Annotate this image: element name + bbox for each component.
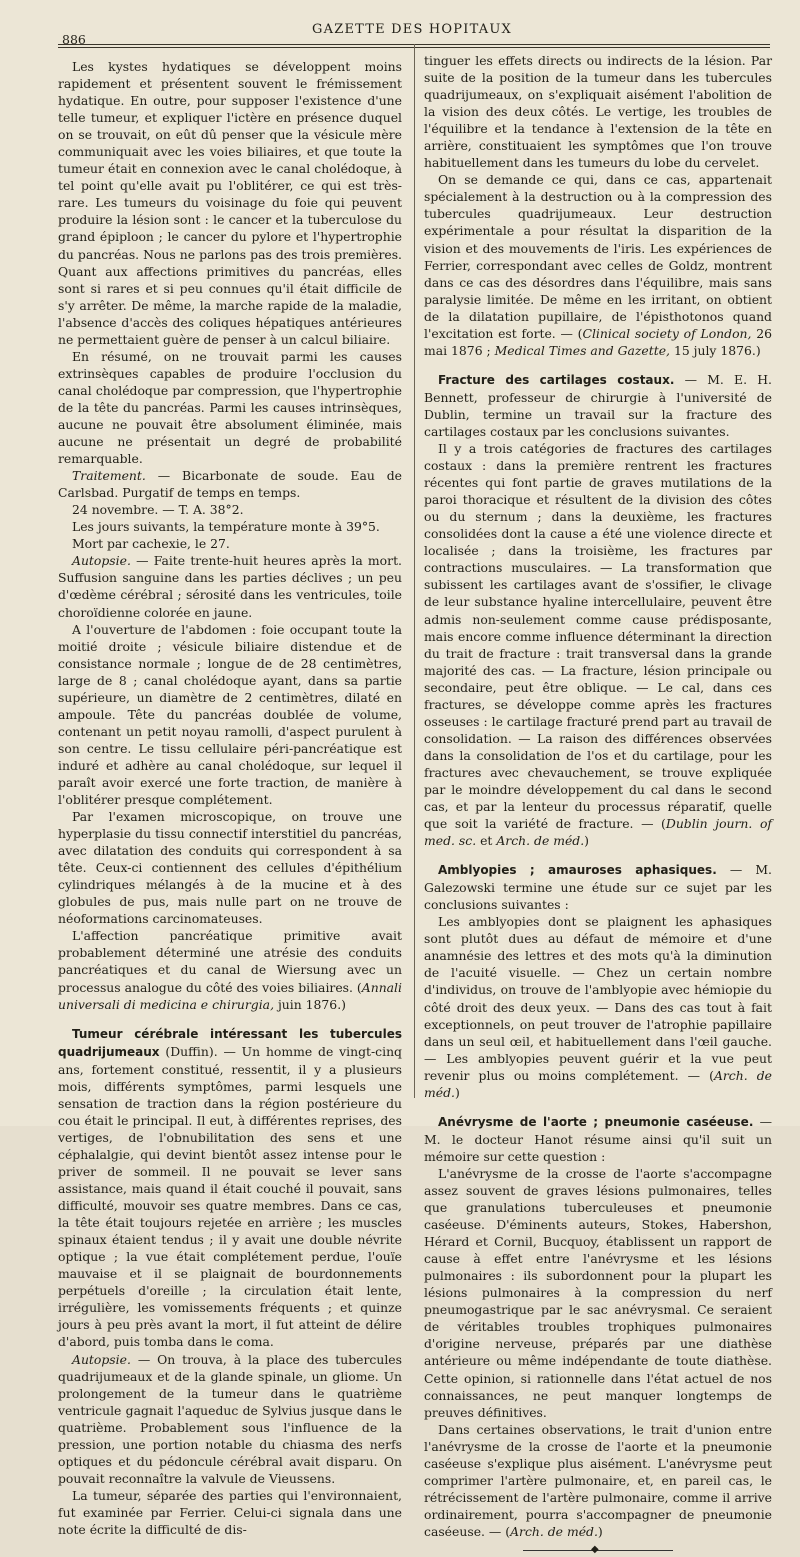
paragraph bbox=[424, 1165, 772, 1421]
paragraph bbox=[424, 1113, 772, 1165]
paragraph-text: — M. Galezowski termine une étude sur ce sujet par les conclusions suivantes : bbox=[424, 862, 772, 913]
paragraph-text: Les jours suivants, la température monte à 39°5. bbox=[72, 519, 380, 535]
ornament-diamond: ◆ bbox=[591, 1543, 599, 1555]
section-heading: Anévrysme de l'aorte ; pneumonie caséeuse. bbox=[438, 1114, 754, 1129]
citation: Arch. de méd. bbox=[496, 833, 585, 849]
paragraph-text: Mort par cachexie, le 27. bbox=[72, 536, 230, 552]
citation: Clinical society of London, bbox=[582, 325, 752, 341]
paragraph-text: (Duffin). — Un homme de vingt-cinq ans, fortement constitué, ressentit, il y a plusieurs mois, différents symptômes, parmi lesquels une sensation de traction dans la région postérieure du cou était le principal. Il eut, à différentes reprises, des vertiges, de l'obnubilitation des sens et une céphalalgie, qui devint bientôt assez intense pour le priver de sommeil. Il ne pouvait se lever sans assistance, mais quand il était couché il pouvait, sans difficulté, mouvoir ses quatre membres. Dans ce cas, la tête était toujours rejetée en arrière ; les muscles spinaux étaient tendus ; il y avait une double névrite optique ; la vue était complétement perdue, l'ouïe mauvaise et il se plaignait de bourdonnements perpétuels d'oreille ; la circulation était lente, irrégulière, les vomissements fréquents ; et quinze jours à peu près avant la mort, il fut atteint de délire d'abord, puis tomba dans le coma. bbox=[58, 1043, 402, 1350]
paragraph-text: On se demande ce qui, dans ce cas, appartenait spécialement à la destruction ou à la compression des tubercules quadrijumeaux. Leur destruction expérimentale a pour résultat la disparition de la vision et des mouvements de l'iris. Les expériences de Ferrier, correspondant avec celles de Goldz, montrent dans ce cas des désordres dans l'équilibre, mais sans paralysie limitée. De même en les irritant, on obtient de la dilatation pupillaire, de l'épisthotonos quand l'excitation est forte. — ( bbox=[424, 172, 772, 341]
paragraph bbox=[424, 861, 772, 913]
paragraph-text: En résumé, on ne trouvait parmi les causes extrinsèques capables de produire l'occlusion du canal cholédoque par compression, que l'hypertrophie de la tête du pancréas. Parmi les causes intrinsèques, aucune ne pouvait être absolument éliminée, mais aucune ne présentait un degré de probabilité remarquable. bbox=[58, 348, 402, 467]
paragraph-text: — On trouva, à la place des tubercules quadrijumeaux et de la glande spinale, un gliome. Un prolongement de la tumeur dans le quatrième ventricule gagnait l'aqueduc de Sylvius jusque dans le quatrième. Probablement sous l'influence de la pression, une portion notable du chiasma des nerfs optiques et du pédoncule cérébral avait disparu. On pouvait reconnaître la valvule de Vieussens. bbox=[58, 1351, 402, 1486]
paragraph-text: A l'ouverture de l'abdomen : foie occupant toute la moitié droite ; vésicule biliaire distendue et de consistance normale ; longue de de 28 centimètres, large de 8 ; canal cholédoque ayant, dans sa partie supérieure, un diamètre de 2 centimètres, dilaté en ampoule. Tête du pancréas doublée de volume, contenant un petit noyau ramolli, d'aspect purulent à son centre. Le tissu cellulaire péri-pancréatique est induré et adhère au canal cholédoque, sur lequel il paraît avoir exercé une forte traction, de manière à l'oblitérer presque complétement. bbox=[58, 621, 402, 808]
section-heading: Amblyopies ; amauroses aphasiques. bbox=[438, 863, 717, 878]
page-header bbox=[56, 22, 768, 47]
paragraph bbox=[58, 518, 402, 535]
paragraph-text: — M. le docteur Hanot résume ainsi qu'il suit un mémoire sur cette question : bbox=[424, 1113, 772, 1164]
citation: Arch. de méd. bbox=[510, 1523, 598, 1539]
paragraph-text: — Faite trente-huit heures après la mort. Suffusion sanguine dans les parties déclives ; un peu d'œdème cérébral ; sérosité dans les ventricules, toile choroïdienne colorée en jaune. bbox=[58, 553, 402, 620]
paragraph-lead: Traitement. bbox=[72, 468, 146, 484]
paragraph bbox=[58, 58, 402, 348]
page-number: 886 bbox=[62, 32, 86, 47]
paragraph-text: La tumeur, séparée des parties qui l'environnaient, fut examinée par Ferrier. Celui-ci signala dans une note écrite la difficulté de dis- bbox=[58, 1487, 402, 1537]
paragraph-lead: Autopsie. bbox=[72, 553, 131, 569]
citation-tail: ) bbox=[597, 1523, 603, 1539]
paragraph bbox=[424, 171, 772, 359]
citation: Annali universali di medicina e chirurgia, bbox=[58, 979, 402, 1012]
paragraph bbox=[424, 371, 772, 440]
paragraph bbox=[58, 621, 402, 809]
section-heading: Fracture des cartilages costaux. bbox=[438, 372, 675, 387]
paragraph bbox=[58, 1025, 402, 1351]
paragraph bbox=[58, 927, 402, 1012]
paragraph-text: L'anévrysme de la crosse de l'aorte s'accompagne assez souvent de graves lésions pulmonaires, telles que granulations tuberculeuses et pneumonie caséeuse. D'éminents auteurs, Stokes, Habershon, Hérard et Cornil, Bucquoy, établissent un rapport de cause à effet entre l'anévrysme et les lésions pulmonaires : ils subordonnent pour la plupart les lésions pulmonaires à la compression du nerf pneumogastrique par le sac anévrysmal. Ce seraient de véritables troubles trophiques pulmonaires d'origine nerveuse, préparés par une diathèse antérieure ou même indépendante de toute diathèse. Cette opinion, si rationnelle dans l'état actuel de nos connaissances, ne peut manquer longtemps de preuves définitives. bbox=[424, 1165, 772, 1420]
paragraph bbox=[58, 808, 402, 927]
citation-tail: 15 july 1876.) bbox=[670, 342, 761, 358]
paragraph bbox=[58, 535, 402, 552]
end-ornament bbox=[523, 1543, 673, 1557]
citation-tail: 26 mai 1876 ; bbox=[424, 325, 772, 358]
paragraph-lead: Autopsie. bbox=[72, 1351, 131, 1367]
citation-tail: et bbox=[476, 833, 497, 849]
citation: Medical Times and Gazette, bbox=[494, 342, 670, 358]
citation: Dublin journ. of med. sc. bbox=[424, 816, 772, 849]
paragraph bbox=[58, 552, 402, 620]
paragraph-text: Il y a trois catégories de fractures des cartilages costaux : dans la première rentrent les fractures récentes qui font partie de graves mutilations de la paroi thoracique et résultent de la division des côtes ou du sternum ; dans la deuxième, les fractures consolidées dont la cause a été une violence directe et localisée ; dans la troisième, les fractures par contractions musculaires. — La transformation que subissent les cartilages avant de s'ossifier, le clivage de leur substance hyaline intercellulaire, peuvent être admis non-seulement comme cause prédisposante, mais encore comme influence déterminant la direction du trait de fracture : trait transversal dans la grande majorité des cas. — La fracture, lésion principale ou secondaire, peut être oblique. — Le cal, dans ces fractures, se développe comme après les fractures osseuses : le cartilage fracturé prend part au travail de consolidation. — La raison des différences observées dans la consolidation de l'os et du cartilage, pour les fractures avec chevauchement, se trouve expliquée par le moindre développement du cal dans le second cas, et par la lenteur du processus réparatif, quelle que soit la variété de fracture. — ( bbox=[424, 441, 772, 832]
paragraph bbox=[58, 348, 402, 467]
citation: Arch. de méd. bbox=[424, 1067, 772, 1100]
section-heading: Tumeur cérébrale intéressant les tubercules quadrijumeaux bbox=[58, 1026, 402, 1059]
paragraph bbox=[424, 52, 772, 171]
paragraph-text: — Bicarbonate de soude. Eau de Carlsbad. Purgatif de temps en temps. bbox=[58, 468, 402, 501]
citation-tail: ) bbox=[584, 833, 590, 849]
journal-title: GAZETTE DES HOPITAUX bbox=[312, 22, 512, 37]
paragraph bbox=[58, 501, 402, 518]
paragraph bbox=[424, 913, 772, 1101]
paragraph bbox=[424, 1421, 772, 1540]
column-divider bbox=[414, 44, 415, 1098]
paragraph bbox=[424, 440, 772, 849]
citation-tail: ) bbox=[454, 1084, 460, 1100]
right-column bbox=[424, 52, 772, 1557]
paragraph-text: Dans certaines observations, le trait d'union entre l'anévrysme de la crosse de l'aorte et la pneumonie caséeuse s'explique plus aisément. L'anévrysme peut comprimer l'artère pulmonaire, et, en pareil cas, le rétrécissement de l'artère pulmonaire, comme il arrive ordinairement, pourra s'accompagner de pneumonie caséeuse. — ( bbox=[424, 1421, 772, 1539]
left-column bbox=[58, 58, 402, 1538]
paragraph-text: Les amblyopies dont se plaignent les aphasiques sont plutôt dues au défaut de mémoire et d'une anamnésie des lettres et des mots qu'à la diminution de l'acuité visuelle. — Chez un certain nombre d'individus, on trouve de l'amblyopie avec hémiopie du côté droit des deux yeux. — Dans des cas tout à fait exceptionnels, on peut trouver de l'atrophie papillaire dans un seul œil, et habituellement dans l'œil gauche. — Les amblyopies peuvent guérir et la vue peut revenir plus ou moins complétement. — ( bbox=[424, 914, 772, 1083]
paragraph-text: L'affection pancréatique primitive avait probablement déterminé une atrésie des conduits pancréatiques et du canal de Wiersung avec un processus analogue du côté des voies biliaires. ( bbox=[58, 928, 402, 995]
paragraph bbox=[58, 1351, 402, 1487]
paragraph-text: Les kystes hydatiques se développent moins rapidement et présentent souvent le frémissement hydatique. En outre, pour supposer l'existence d'une telle tumeur, et expliquer l'ictère en présence duquel on se trouvait, on eût dû penser que la vésicule mère communiquait avec les voies biliaires, et que toute la tumeur était en connexion avec le canal cholédoque, à tel point qu'elle avait pu l'oblitérer, ce qui est très-rare. Les tumeurs du voisinage du foie qui peuvent produire la lésion sont : le cancer et la tuberculose du grand épiploon ; le cancer du pylore et l'hypertrophie du pancréas. Nous ne parlons pas des trois premières. Quant aux affections primitives du pancréas, elles sont si rares et si peu connues qu'il était difficile de s'y arrêter. De même, la marche rapide de la maladie, l'absence d'accès des coliques hépatiques antérieures ne permettaient guère de penser à un calcul biliaire. bbox=[58, 59, 402, 347]
paragraph-text: — M. E. H. Bennett, professeur de chirurgie à l'université de Dublin, termine un travail sur la fracture des cartilages costaux par les conclusions suivantes. bbox=[424, 371, 772, 439]
paragraph-text: tinguer les effets directs ou indirects de la lésion. Par suite de la position de la tumeur dans les tubercules quadrijumeaux, on s'expliquait aisément l'abolition de la vision des deux côtés. Le vertige, les troubles de l'équilibre et la tendance à l'extension de la tête en arrière, constituaient les symptômes que l'on trouve habituellement dans les tumeurs du lobe du cervelet. bbox=[424, 53, 772, 171]
paragraph bbox=[58, 1487, 402, 1538]
citation-tail: juin 1876.) bbox=[274, 996, 346, 1012]
paragraph-text: 24 novembre. — T. A. 38°2. bbox=[72, 502, 244, 518]
paragraph-text: Par l'examen microscopique, on trouve une hyperplasie du tissu connectif interstitiel du pancréas, avec dilatation des conduits qui correspondent à sa tête. Ceux-ci contiennent des cellules d'épithélium cylindriques mélangés à de la mucine et à des globules de pus, mais nulle part on ne trouve de néoformations carcinomateuses. bbox=[58, 809, 402, 927]
paragraph bbox=[58, 467, 402, 501]
